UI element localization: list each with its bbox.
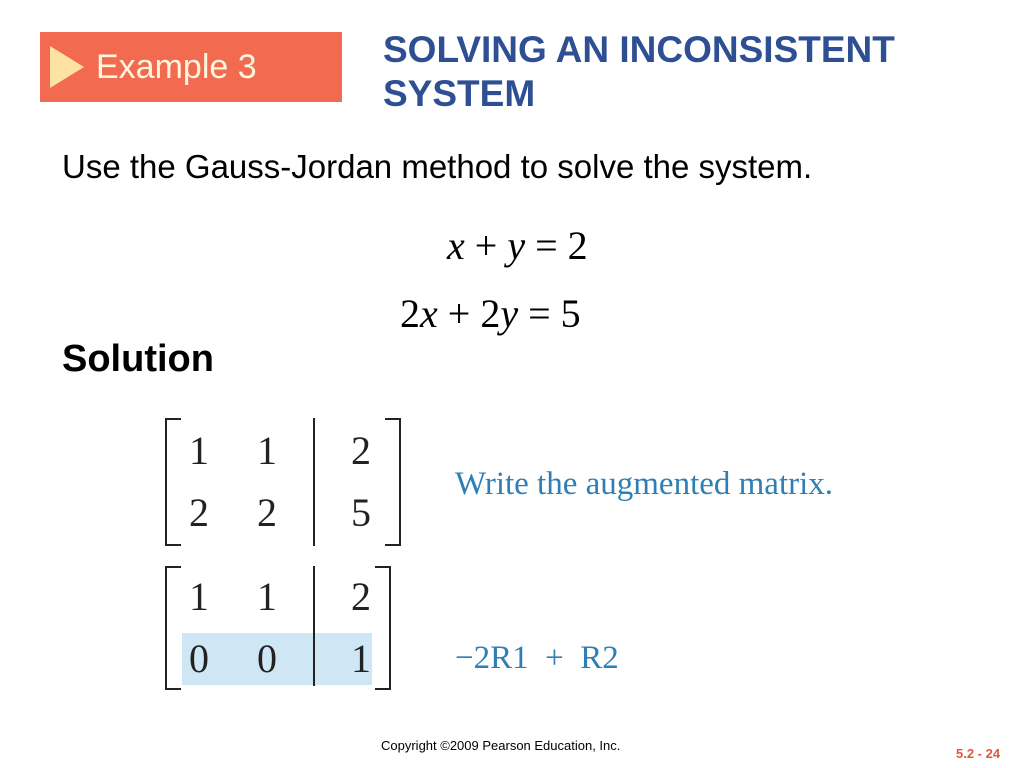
right-bracket [385,418,401,546]
matrix-cell: 2 [257,490,277,535]
title-line-2: SYSTEM [383,73,536,114]
matrix-cell: 1 [257,574,277,619]
matrix-cell: 5 [351,490,371,535]
instruction-text: Use the Gauss-Jordan method to solve the system. [62,148,813,185]
matrix-cell: 0 [189,636,209,681]
augment-divider [313,418,315,546]
matrix-cell: 1 [351,636,371,681]
step-note-2: −2R1 + R2 [455,640,619,676]
equation-2: 2x + 2y = 5 [400,291,581,336]
matrix-cell: 1 [189,574,209,619]
page-number: 5.2 - 24 [956,746,1001,761]
title-line-1: SOLVING AN INCONSISTENT [383,29,895,70]
matrix-cell: 0 [257,636,277,681]
arrow-icon [50,46,84,88]
augmented-matrix-1 [165,418,405,546]
matrix-cell: 2 [189,490,209,535]
example-badge [40,32,342,102]
equation-1: x + y = 2 [447,223,588,268]
right-bracket [375,566,391,690]
slide-title [383,28,983,116]
solution-heading: Solution [62,338,214,380]
example-label: Example 3 [96,48,257,86]
step-note-1: Write the augmented matrix. [455,466,834,502]
augmented-matrix-2 [165,566,405,690]
augment-divider [313,566,315,686]
matrix-cell: 1 [257,428,277,473]
matrix-cell: 2 [351,428,371,473]
matrix-cell: 2 [351,574,371,619]
copyright-text: Copyright ©2009 Pearson Education, Inc. [381,738,621,753]
matrix-cell: 1 [189,428,209,473]
